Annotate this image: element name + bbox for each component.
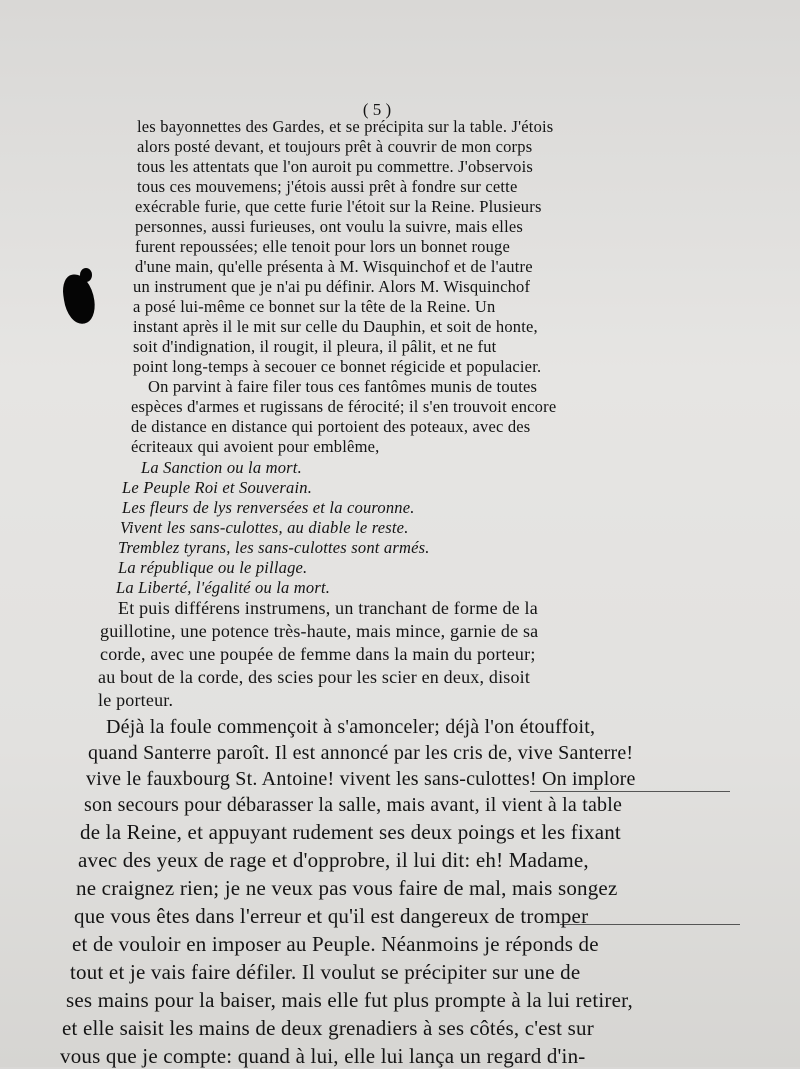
text-line: écriteaux qui avoient pour emblême, <box>131 437 380 456</box>
text-line: et de vouloir en imposer au Peuple. Néanmoins je réponds de <box>72 932 599 956</box>
scan-line-mark <box>530 791 730 792</box>
ink-blot <box>61 272 98 326</box>
text-line: soit d'indignation, il rougit, il pleura, il pâlit, et ne fut <box>133 337 497 356</box>
text-line: guillotine, une potence très-haute, mais mince, garnie de sa <box>100 621 539 641</box>
text-line: personnes, aussi furieuses, ont voulu la suivre, mais elles <box>135 217 524 236</box>
text-line: de la Reine, et appuyant rudement ses deux poings et les fixant <box>80 820 621 844</box>
text-line: Déjà la foule commençoit à s'amonceler; déjà l'on étouffoit, <box>106 716 596 738</box>
text-line: quand Santerre paroît. Il est annoncé par les cris de, vive Santerre! <box>88 742 634 764</box>
text-line: de distance en distance qui portoient des poteaux, avec des <box>131 417 531 436</box>
text-line: que vous êtes dans l'erreur et qu'il est dangereux de tromper <box>74 904 589 928</box>
slogan-line: Tremblez tyrans, les sans-culottes sont armés. <box>118 538 430 557</box>
text-line: ne craignez rien; je ne veux pas vous faire de mal, mais songez <box>76 876 618 900</box>
text-line: a posé lui-même ce bonnet sur la tête de la Reine. Un <box>133 297 496 316</box>
text-line: exécrable furie, que cette furie l'étoit sur la Reine. Plusieurs <box>135 197 542 216</box>
slogan-line: Vivent les sans-culottes, au diable le reste. <box>120 518 409 537</box>
ink-blot-dot <box>80 268 92 282</box>
text-line: tout et je vais faire défiler. Il voulut se précipiter sur une de <box>70 960 581 984</box>
text-line: tous ces mouvemens; j'étois aussi prêt à fondre sur cette <box>137 177 518 196</box>
slogan-line: Le Peuple Roi et Souverain. <box>122 478 313 497</box>
text-line: au bout de la corde, des scies pour les scier en deux, disoit <box>98 667 531 687</box>
text-line: avec des yeux de rage et d'opprobre, il lui dit: eh! Madame, <box>78 848 589 872</box>
page-number: ( 5 ) <box>362 100 392 119</box>
text-line: point long-temps à secouer ce bonnet régicide et populacier. <box>133 357 542 376</box>
text-line: ses mains pour la baiser, mais elle fut plus prompte à la lui retirer, <box>66 988 633 1012</box>
text-line: et elle saisit les mains de deux grenadiers à ses côtés, c'est sur <box>62 1016 594 1040</box>
text-line: alors posté devant, et toujours prêt à couvrir de mon corps <box>137 137 533 156</box>
text-line: les bayonnettes des Gardes, et se précipita sur la table. J'étois <box>137 117 554 136</box>
text-line: furent repoussées; elle tenoit pour lors un bonnet rouge <box>135 237 511 256</box>
text-line: vive le fauxbourg St. Antoine! vivent les sans-culottes! On implore <box>86 768 636 790</box>
text-line: son secours pour débarasser la salle, mais avant, il vient à la table <box>84 794 623 816</box>
slogan-line: Les fleurs de lys renversées et la couronne. <box>122 498 415 517</box>
text-line: le porteur. <box>98 690 174 710</box>
text-line: un instrument que je n'ai pu définir. Alors M. Wisquinchof <box>133 277 531 296</box>
text-line: vous que je compte: quand à lui, elle lui lança un regard d'in- <box>60 1044 586 1068</box>
slogan-line: La république ou le pillage. <box>118 558 308 577</box>
text-line: instant après il le mit sur celle du Dauphin, et soit de honte, <box>133 317 538 336</box>
text-line: espèces d'armes et rugissans de férocité; il s'en trouvoit encore <box>131 397 557 416</box>
slogan-line: La Liberté, l'égalité ou la mort. <box>116 578 331 597</box>
slogan-line: La Sanction ou la mort. <box>141 458 302 477</box>
text-line: Et puis différens instrumens, un tranchant de forme de la <box>118 598 538 618</box>
text-line: On parvint à faire filer tous ces fantômes munis de toutes <box>148 377 538 396</box>
text-line: tous les attentats que l'on auroit pu commettre. J'observois <box>137 157 533 176</box>
text-line: d'une main, qu'elle présenta à M. Wisquinchof et de l'autre <box>135 257 533 276</box>
text-line: corde, avec une poupée de femme dans la main du porteur; <box>100 644 536 664</box>
